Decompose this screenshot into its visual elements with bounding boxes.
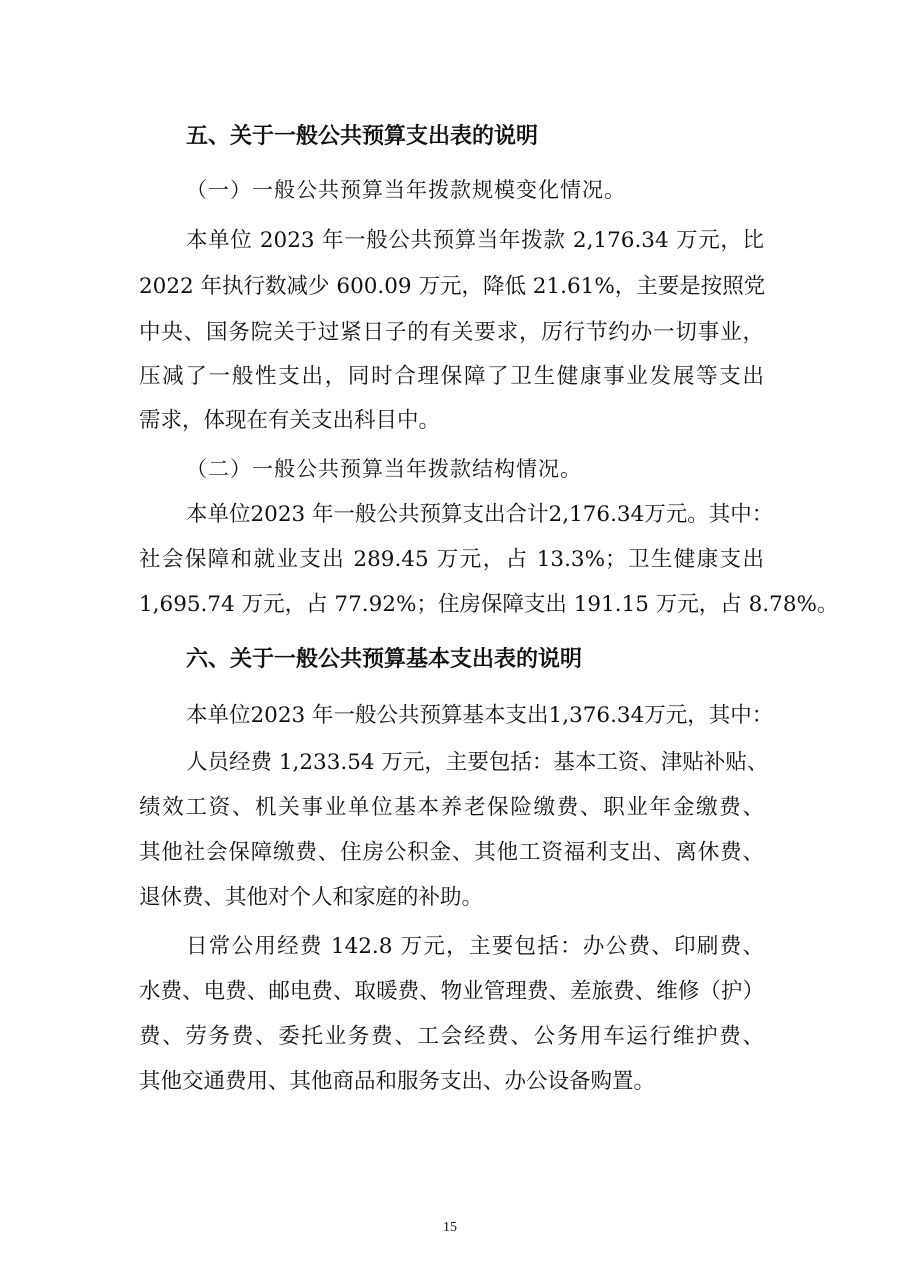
paragraph-line: 中央、国务院关于过紧日子的有关要求，厉行节约办一切事业， [139,320,764,345]
section5-sub1-heading: （一）一般公共预算当年拨款规模变化情况。 [186,178,626,202]
paragraph-line: 社会保障和就业支出 289.45 万元，占 13.3%；卫生健康支出 [139,547,764,572]
paragraph-line: 其他交通费用、其他商品和服务支出、办公设备购置。 [139,1069,656,1094]
paragraph-line: 需求，体现在有关支出科目中。 [139,408,441,433]
paragraph-line: 水费、电费、邮电费、取暖费、物业管理费、差旅费、维修（护） [139,979,764,1004]
paragraph-line: 日常公用经费 142.8 万元，主要包括：办公费、印刷费、 [186,934,764,959]
paragraph-line: 1,695.74 万元，占 77.92%；住房保障支出 191.15 万元，占 8.78%。 [139,592,839,617]
paragraph-line: 2022 年执行数减少 600.09 万元，降低 21.61%，主要是按照党 [139,274,766,299]
paragraph-line: 压减了一般性支出，同时合理保障了卫生健康事业发展等支出 [139,364,764,389]
paragraph-line: 退休费、其他对个人和家庭的补助。 [139,885,484,910]
paragraph-line: 绩效工资、机关事业单位基本养老保险缴费、职业年金缴费、 [139,795,764,820]
paragraph-line: 人员经费 1,233.54 万元，主要包括：基本工资、津贴补贴、 [186,750,769,775]
paragraph-line: 费、劳务费、委托业务费、工会经费、公务用车运行维护费、 [139,1024,764,1049]
section5-sub2-heading: （二）一般公共预算当年拨款结构情况。 [186,457,582,481]
section5-heading: 五、关于一般公共预算支出表的说明 [186,124,539,149]
page-number: 15 [443,1220,457,1235]
paragraph-line: 本单位 2023 年一般公共预算当年拨款 2,176.34 万元，比 [186,228,764,253]
paragraph-line: 本单位2023 年一般公共预算基本支出1,376.34万元，其中： [186,703,774,728]
section6-heading: 六、关于一般公共预算基本支出表的说明 [186,647,583,672]
paragraph-line: 本单位2023 年一般公共预算支出合计2,176.34万元。其中： [186,502,774,527]
paragraph-line: 其他社会保障缴费、住房公积金、其他工资福利支出、离休费、 [139,840,764,865]
